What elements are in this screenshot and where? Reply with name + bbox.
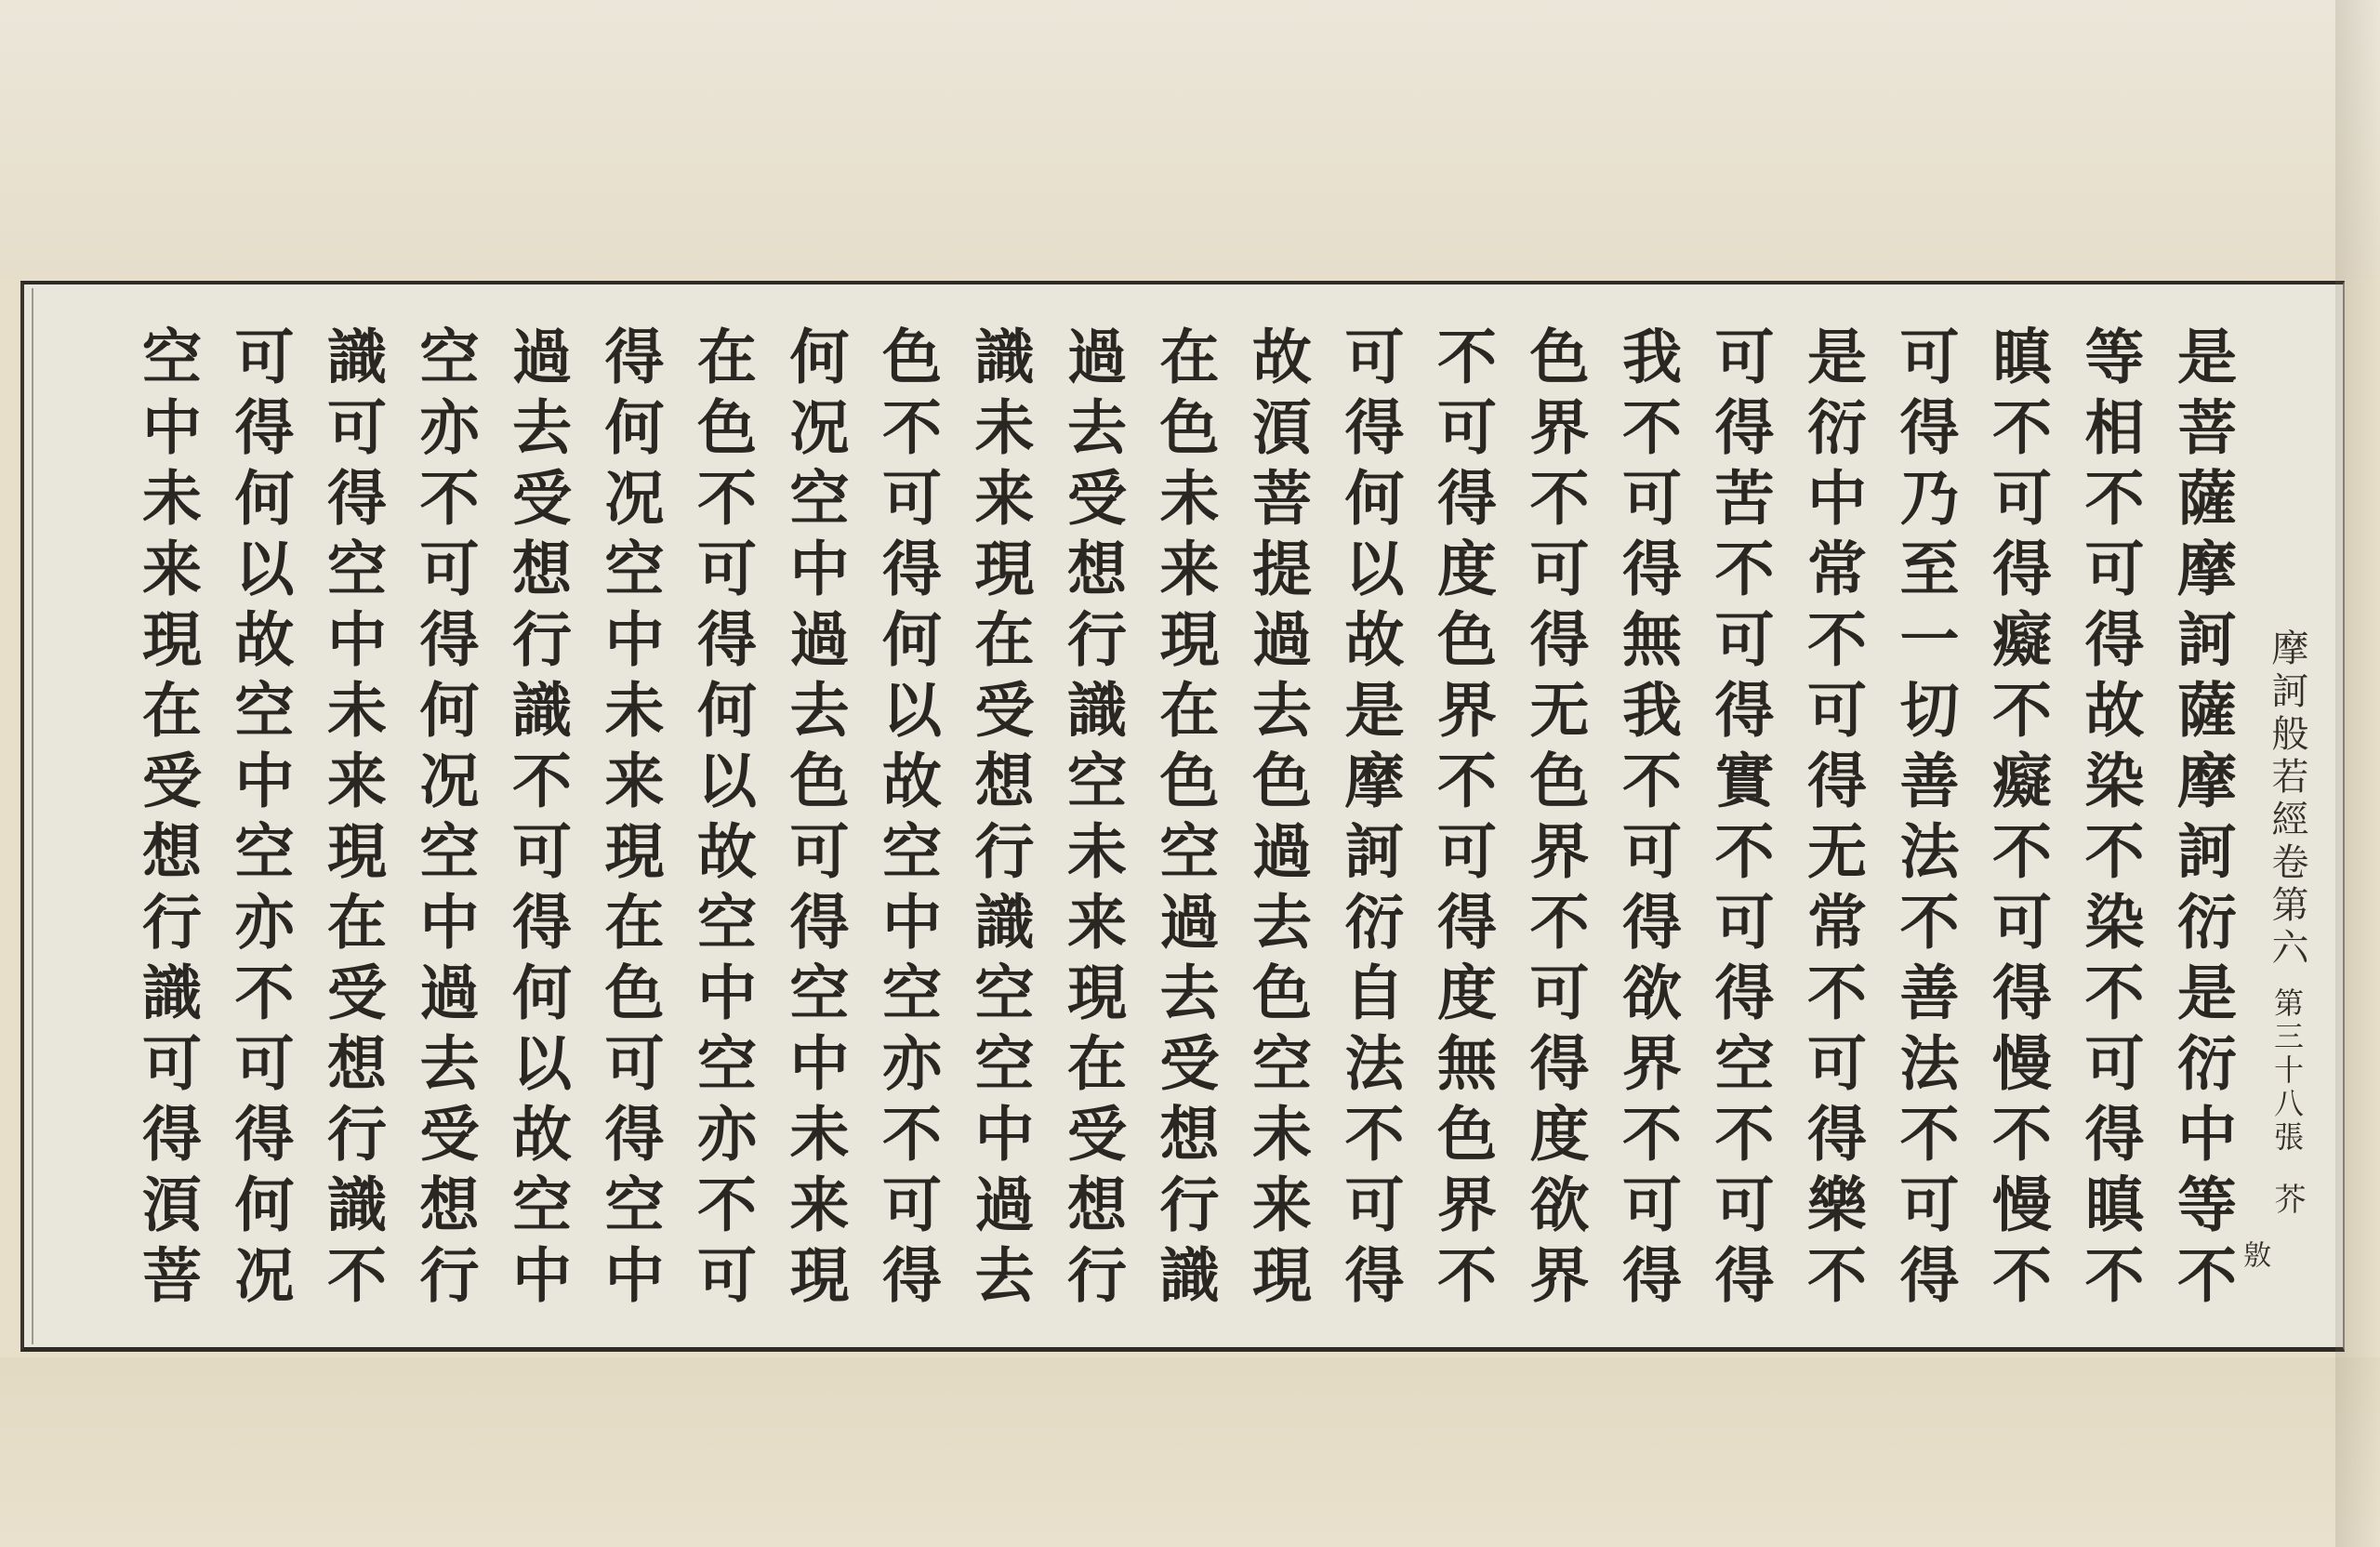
text-column: 可得苦不可得實不可得空不可得 xyxy=(1704,325,1775,1315)
text-column: 空中未来現在受想行識可得湏菩 xyxy=(132,325,202,1315)
text-column: 不可得度色界不可得度無色界不 xyxy=(1427,325,1497,1315)
margin-sutra-title: 摩訶般若經卷第六 xyxy=(2266,628,2308,971)
page-fold-shadow xyxy=(2335,0,2380,1547)
paper-top-margin xyxy=(0,0,2380,279)
margin-sheet-number: 第三十八張 xyxy=(2269,987,2305,1155)
sutra-text-block xyxy=(119,325,2248,1329)
margin-case-mark: 芥 xyxy=(2268,1183,2306,1214)
margin-carver-mark: 敫 xyxy=(2238,1240,2270,1268)
text-column: 在色未来現在色空過去受想行識 xyxy=(1149,325,1220,1315)
text-column: 識未来現在受想行識空空中過去 xyxy=(964,325,1035,1315)
text-column: 可得乃至一切善法不善法不可得 xyxy=(1889,325,1960,1315)
text-column: 是衍中常不可得无常不可得樂不 xyxy=(1797,325,1867,1315)
paper-bottom-margin xyxy=(0,1357,2380,1547)
text-column: 等相不可得故染不染不可得瞋不 xyxy=(2074,325,2145,1315)
text-column: 我不可得無我不可得欲界不可得 xyxy=(1612,325,1682,1315)
text-column: 故湏菩提過去色過去色空未来現 xyxy=(1242,325,1312,1315)
text-column: 是菩薩摩訶薩摩訶衍是衍中等不 xyxy=(2167,325,2237,1315)
text-column: 在色不可得何以故空中空亦不可 xyxy=(687,325,757,1315)
text-column: 識可得空中未来現在受想行識不 xyxy=(317,325,387,1315)
frame-inner-line xyxy=(32,288,33,1344)
text-column: 可得何以故空中空亦不可得何况 xyxy=(224,325,295,1315)
text-column: 過去受想行識不可得何以故空中 xyxy=(502,325,572,1315)
text-column: 瞋不可得癡不癡不可得慢不慢不 xyxy=(1982,325,2052,1315)
text-column: 得何况空中未来現在色可得空中 xyxy=(594,325,665,1315)
text-column: 空亦不可得何况空中過去受想行 xyxy=(409,325,480,1315)
text-column: 色不可得何以故空中空亦不可得 xyxy=(872,325,942,1315)
text-column: 何况空中過去色可得空中未来現 xyxy=(779,325,850,1315)
text-column: 過去受想行識空未来現在受想行 xyxy=(1057,325,1127,1315)
text-column: 可得何以故是摩訶衍自法不可得 xyxy=(1334,325,1405,1315)
text-column: 色界不可得无色界不可得度欲界 xyxy=(1519,325,1590,1315)
